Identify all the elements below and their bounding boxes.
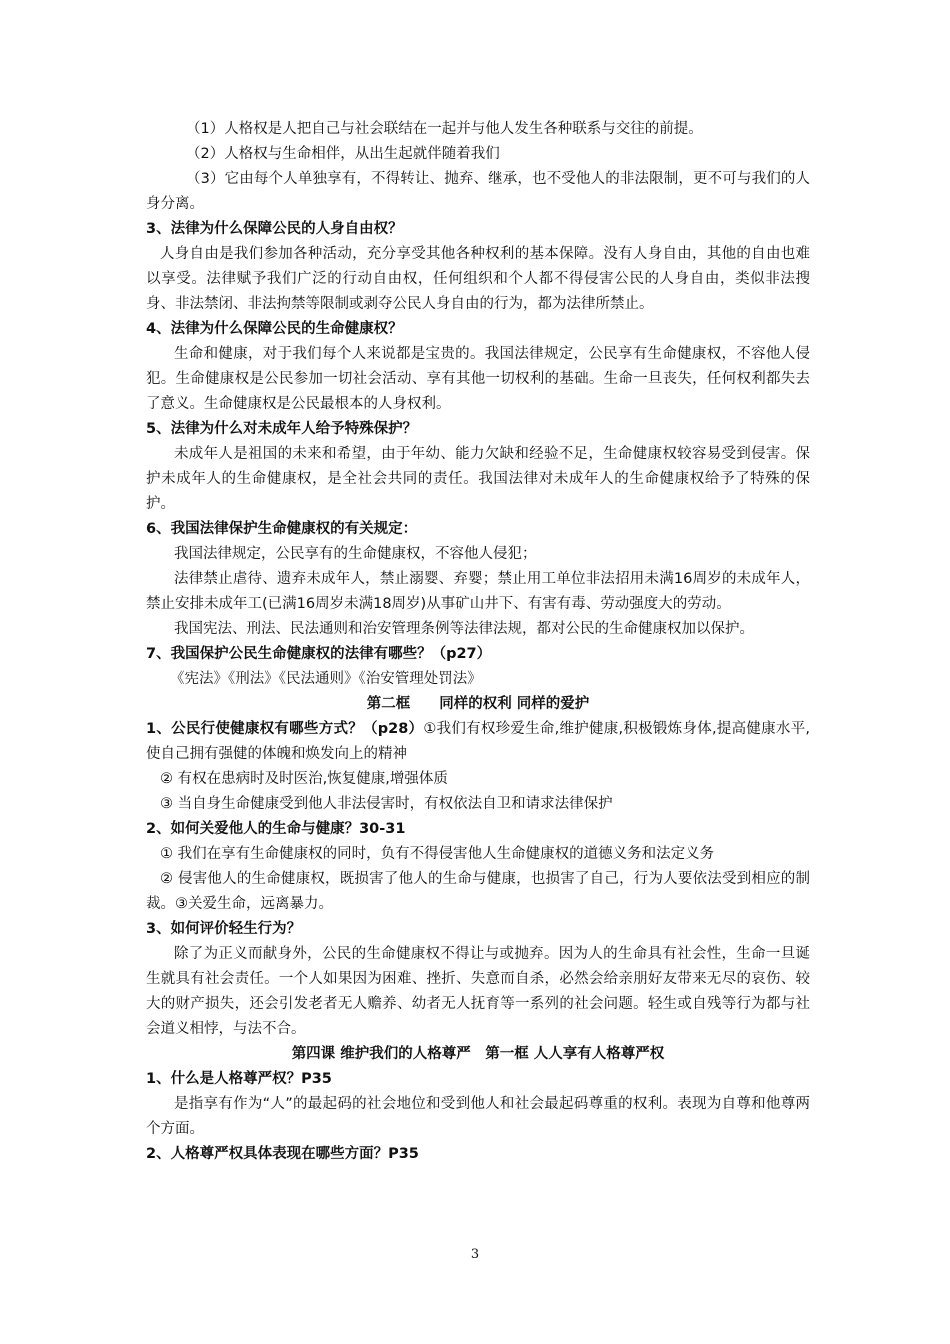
- section-heading: 5、法律为什么对未成年人给予特殊保护？: [146, 421, 418, 437]
- section-paragraph: [146, 717, 810, 767]
- body-paragraph: （2）人格权与生命相伴，从出生起就伴随着我们: [186, 146, 500, 162]
- section-heading: 1、什么是人格尊严权？P35: [146, 1071, 332, 1087]
- body-paragraph: ② 侵害他人的生命健康权，既损害了他人的生命与健康，也损害了自己，行为人要依法受到相应的制裁。③关爱生命，远离暴力。: [146, 871, 810, 912]
- body-paragraph: （1）人格权是人把自己与社会联结在一起并与他人发生各种联系与交往的前提。: [186, 121, 703, 137]
- section-heading: 1、公民行使健康权有哪些方式？（p28）: [146, 721, 424, 737]
- section-heading: 3、如何评价轻生行为？: [146, 921, 302, 937]
- body-paragraph: 生命和健康，对于我们每个人来说都是宝贵的。我国法律规定，公民享有生命健康权，不容他人侵犯。生命健康权是公民参加一切社会活动、享有其他一切权利的基础。生命一旦丧失，任何权利都失去了意义。生命健康权是公民最根本的人身权利。: [146, 346, 810, 412]
- body-paragraph: 我国宪法、刑法、民法通则和治安管理条例等法律法规，都对公民的生命健康权加以保护。: [174, 621, 754, 637]
- body-paragraph: ① 我们在享有生命健康权的同时，负有不得侵害他人生命健康权的道德义务和法定义务: [160, 846, 715, 862]
- body-paragraph: 人身自由是我们参加各种活动，充分享受其他各种权利的基本保障。没有人身自由，其他的自由也难以享受。法律赋予我们广泛的行动自由权，任何组织和个人都不得侵害公民的人身自由，类似非法搜身、非法禁闭、非法拘禁等限制或剥夺公民人身自由的行为，都为法律所禁止。: [146, 246, 810, 312]
- section-heading: 6、我国法律保护生命健康权的有关规定：: [146, 521, 418, 537]
- body-paragraph: 法律禁止虐待、遗弃未成年人，禁止溺婴、弃婴；禁止用工单位非法招用未满16周岁的未成年人，禁止安排未成年工(已满16周岁未满18周岁)从事矿山井下、有害有毒、劳动强度大的劳动。: [146, 571, 810, 612]
- section-heading: 2、人格尊严权具体表现在哪些方面？P35: [146, 1146, 419, 1162]
- body-paragraph: 我国法律规定，公民享有的生命健康权，不容他人侵犯；: [174, 546, 537, 562]
- chapter-title: 第二框 同样的权利 同样的爱护: [366, 696, 590, 712]
- body-paragraph: 《宪法》《刑法》《民法通则》《治安管理处罚法》: [170, 671, 482, 687]
- body-paragraph: 未成年人是祖国的未来和希望，由于年幼、能力欠缺和经验不足，生命健康权较容易受到侵害。保护未成年人的生命健康权，是全社会共同的责任。我国法律对未成年人的生命健康权给予了特殊的保护。: [146, 446, 810, 512]
- body-paragraph: ② 有权在患病时及时医治,恢复健康,增强体质: [160, 771, 448, 787]
- body-paragraph: （3）它由每个人单独享有，不得转让、抛弃、继承，也不受他人的非法限制，更不可与我们的人身分离。: [146, 171, 810, 212]
- section-heading: 4、法律为什么保障公民的生命健康权？: [146, 321, 403, 337]
- chapter-title: 第四课 维护我们的人格尊严 第一框 人人享有人格尊严权: [291, 1046, 665, 1062]
- body-paragraph: 除了为正义而献身外，公民的生命健康权不得让与或抛弃。因为人的生命具有社会性，生命一旦诞生就具有社会责任。一个人如果因为困难、挫折、失意而自杀，必然会给亲朋好友带来无尽的哀伤、较大的财产损失，还会引发老者无人赡养、幼者无人抚育等一系列的社会问题。轻生或自残等行为都与社会道义相悖，与法不合。: [146, 946, 810, 1037]
- paragraph-text: ①我们有权珍爱生命,维护健康,积极锻炼身体,提高健康水平,使自己拥有强健的体魄和焕发向上的精神: [146, 721, 810, 762]
- body-paragraph: 是指享有作为“人”的最起码的社会地位和受到他人和社会最起码尊重的权利。表现为自尊和他尊两个方面。: [146, 1096, 810, 1137]
- section-heading: 7、我国保护公民生命健康权的法律有哪些？（p27）: [146, 646, 492, 662]
- section-heading: 2、如何关爱他人的生命与健康？30-31: [146, 821, 406, 837]
- document-body: [146, 117, 810, 1167]
- body-paragraph: ③ 当自身生命健康受到他人非法侵害时，有权依法自卫和请求法律保护: [160, 796, 613, 812]
- section-heading: 3、法律为什么保障公民的人身自由权？: [146, 221, 403, 237]
- page-number: 3: [470, 1247, 480, 1262]
